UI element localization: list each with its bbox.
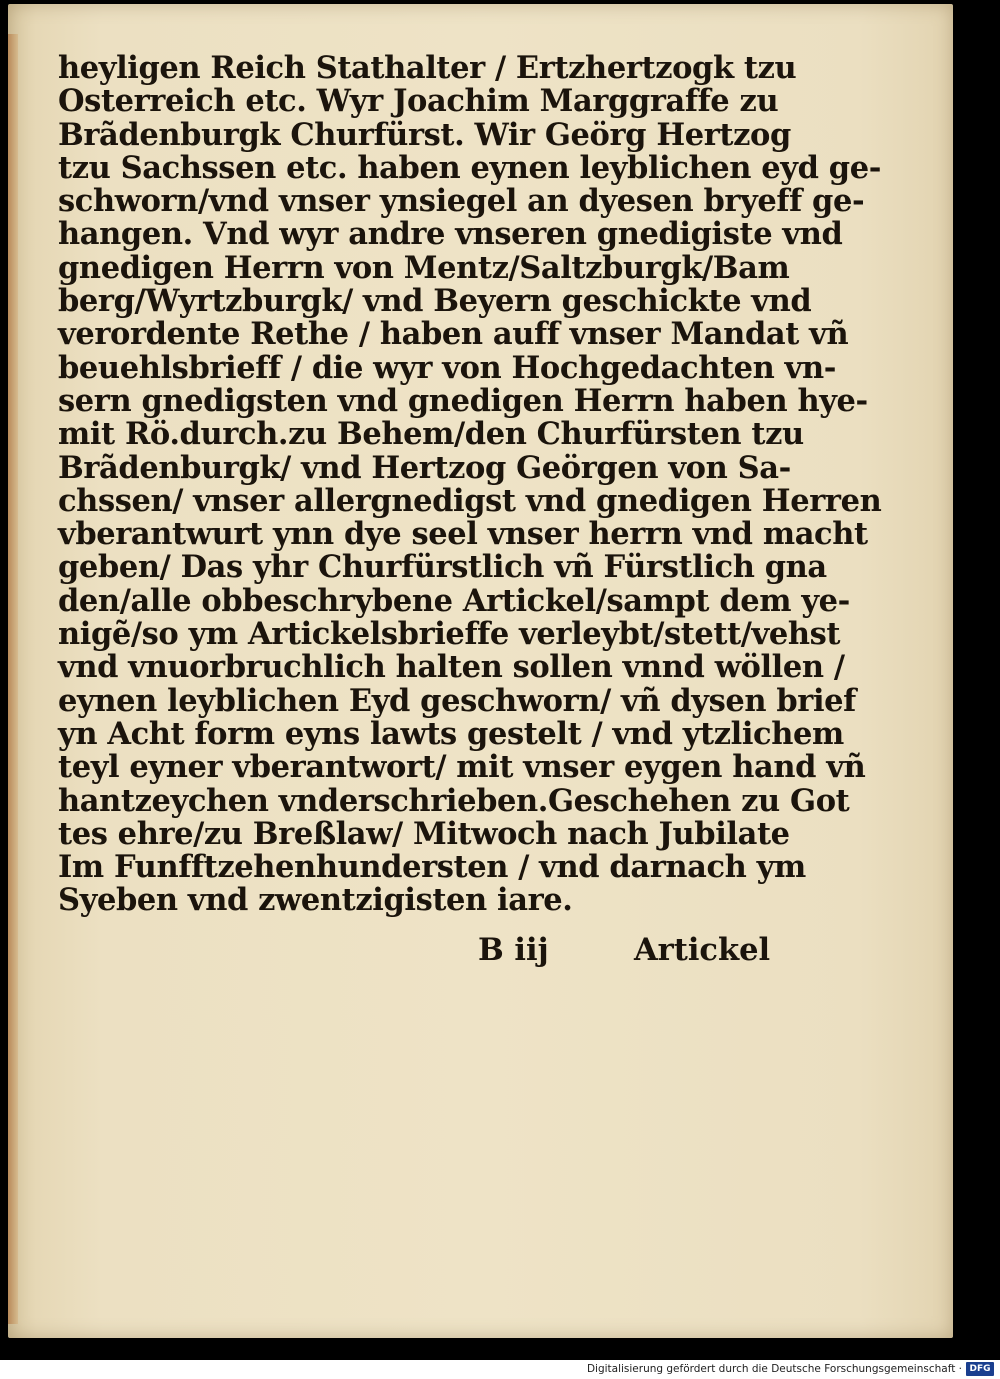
text-line: teyl eyner vberantwort/ mit vnser eygen hand vñ bbox=[58, 749, 866, 786]
text-line: sern gnedigsten vnd gnedigen Herrn haben hye- bbox=[58, 382, 868, 419]
text-line: schworn/vnd vnser ynsiegel an dyesen bryeff ge- bbox=[58, 183, 865, 220]
credit-strip bbox=[0, 1360, 1000, 1379]
text-line: berg/Wyrtzburgk/ vnd Beyern geschickte vnd bbox=[58, 283, 812, 320]
page-edge bbox=[8, 34, 18, 1324]
text-line: verordente Rethe / haben auff vnser Mandat vñ bbox=[58, 316, 849, 353]
text-line: tzu Sachssen etc. haben eynen leyblichen eyd ge- bbox=[58, 149, 881, 186]
text-line: Im Funfftzehenhundersten / vnd darnach ym bbox=[58, 849, 806, 886]
dfg-logo: DFG bbox=[966, 1362, 994, 1376]
text-line: yn Acht form eyns lawts gestelt / vnd ytzlichem bbox=[58, 715, 844, 752]
text-line: vberantwurt ynn dye seel vnser herrn vnd macht bbox=[58, 516, 868, 553]
text-line: beuehlsbrieff / die wyr von Hochgedachten vn- bbox=[58, 349, 837, 386]
text-line: gnedigen Herrn von Mentz/Saltzburgk/Bam bbox=[58, 249, 790, 286]
text-line: Syeben vnd zwentzigisten iare. bbox=[58, 882, 573, 919]
text-line: tes ehre/zu Breßlaw/ Mitwoch nach Jubilate bbox=[58, 815, 790, 852]
text-line: eynen leyblichen Eyd geschworn/ vñ dysen brief bbox=[58, 682, 856, 719]
text-line: Osterreich etc. Wyr Joachim Marggraffe zu bbox=[58, 83, 779, 120]
text-line: hantzeychen vnderschrieben.Geschehen zu Got bbox=[58, 782, 850, 819]
text-line: den/alle obbeschrybene Artickel/sampt dem ye- bbox=[58, 582, 850, 619]
text-line: nigẽ/so ym Artickelsbrieffe verleybt/stett/vehst bbox=[58, 616, 841, 653]
text-line: Brãdenburgk/ vnd Hertzog Geörgen von Sa- bbox=[58, 449, 791, 486]
signature-mark: B iij bbox=[478, 932, 549, 968]
text-line: mit Rö.durch.zu Behem/den Churfürsten tzu bbox=[58, 416, 804, 453]
body-text bbox=[58, 50, 882, 919]
credit-text: Digitalisierung gefördert durch die Deutsche Forschungsgemeinschaft · bbox=[586, 1363, 962, 1375]
book-page bbox=[8, 4, 953, 1338]
text-line: vnd vnuorbruchlich halten sollen vnnd wöllen / bbox=[58, 649, 845, 686]
text-line: geben/ Das yhr Churfürstlich vñ Fürstlich gna bbox=[58, 549, 827, 586]
text-line: chssen/ vnser allergnedigst vnd gnedigen Herren bbox=[58, 482, 882, 519]
text-line: heyligen Reich Stathalter / Ertzhertzogk tzu bbox=[58, 50, 797, 86]
text-line: Brãdenburgk Churfürst. Wir Geörg Hertzog bbox=[58, 116, 791, 153]
catchword: Artickel bbox=[634, 932, 771, 968]
text-line: hangen. Vnd wyr andre vnseren gnedigiste vnd bbox=[58, 216, 843, 253]
